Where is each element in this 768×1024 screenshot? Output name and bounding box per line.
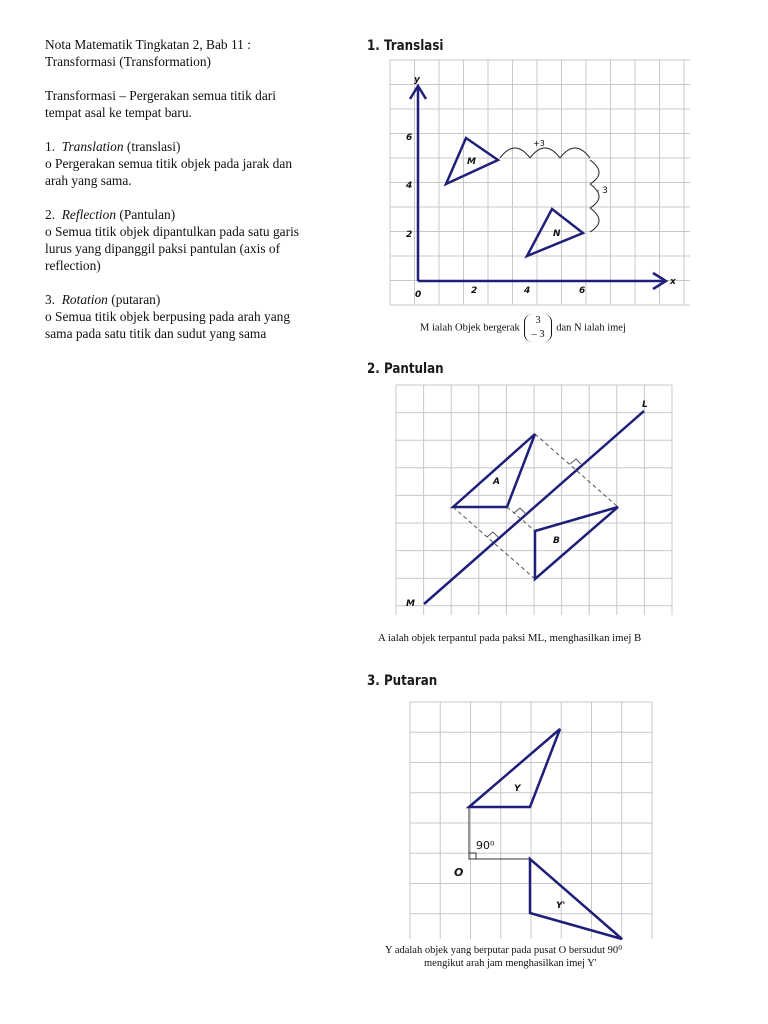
x-tick-4: 4 (524, 286, 531, 296)
putaran-caption-1: Y adalah objek yang berputar pada pusat O bersudut 90⁰ (385, 945, 623, 956)
x-tick-2: 2 (471, 286, 478, 296)
notes-item-translation: 1. Translation (translasi) o Pergerakan semua titik objek pada jarak dan arah yang sama. (45, 139, 293, 188)
putaran-heading: 3. Putaran (367, 673, 438, 689)
translasi-diagram (390, 60, 690, 310)
translasi-caption: M ialah Objek bergerak 3 – 3 dan N ialah imej (420, 315, 626, 340)
angle-label: 90⁰ (476, 839, 495, 852)
triangle-m-label: M (467, 157, 476, 167)
translation-path (500, 148, 599, 232)
triangle-n-label: N (553, 229, 561, 239)
translasi-heading: 1. Translasi (367, 38, 444, 54)
triangle-y-label: Y (514, 784, 521, 794)
y-tick-6: 6 (406, 133, 413, 143)
notes-item-rotation: 3. Rotation (putaran) o Semua titik objek berpusing pada arah yang sama pada satu titik dan sudut yang sama (45, 292, 291, 341)
putaran-caption-2: mengikut arah jam menghasilkan imej Y' (424, 958, 597, 969)
step-y-label: - 3 (596, 186, 608, 196)
x-tick-6: 6 (579, 286, 586, 296)
vector-matrix: 3 – 3 (524, 314, 551, 342)
y-tick-4: 4 (406, 181, 413, 191)
triangle-a (453, 434, 535, 507)
notes-definition: Transformasi – Pergerakan semua titik dari tempat asal ke tempat baru. (45, 88, 276, 120)
y-tick-2: 2 (406, 230, 413, 240)
center-label-o: O (454, 866, 464, 879)
triangle-b (535, 507, 618, 579)
triangle-y-prime (530, 859, 622, 939)
y-axis-label: y (414, 75, 420, 85)
triangle-a-label: A (493, 477, 500, 487)
step-x-label: +3 (533, 139, 545, 148)
origin-tick: 0 (415, 290, 422, 300)
notes-item-reflection: 2. Reflection (Pantulan) o Semua titik objek dipantulkan pada satu garis lurus yang dipanggil paksi pantulan (axis of reflection) (45, 207, 299, 273)
notes-title: Nota Matematik Tingkatan 2, Bab 11 : Transformasi (Transformation) (45, 37, 251, 69)
triangle-y (469, 729, 560, 807)
pantulan-diagram (396, 385, 676, 625)
translasi-grid (390, 60, 690, 305)
triangle-b-label: B (553, 536, 560, 546)
putaran-diagram (410, 702, 655, 942)
mirror-label-m: M (406, 599, 415, 609)
pantulan-heading: 2. Pantulan (367, 361, 444, 377)
pantulan-caption: A ialah objek terpantul pada paksi ML, menghasilkan imej B (378, 632, 642, 644)
triangle-y-prime-label: Y' (556, 901, 566, 911)
mirror-label-l: L (642, 400, 648, 410)
notes-column (45, 36, 345, 359)
x-axis-label: x (670, 277, 676, 287)
